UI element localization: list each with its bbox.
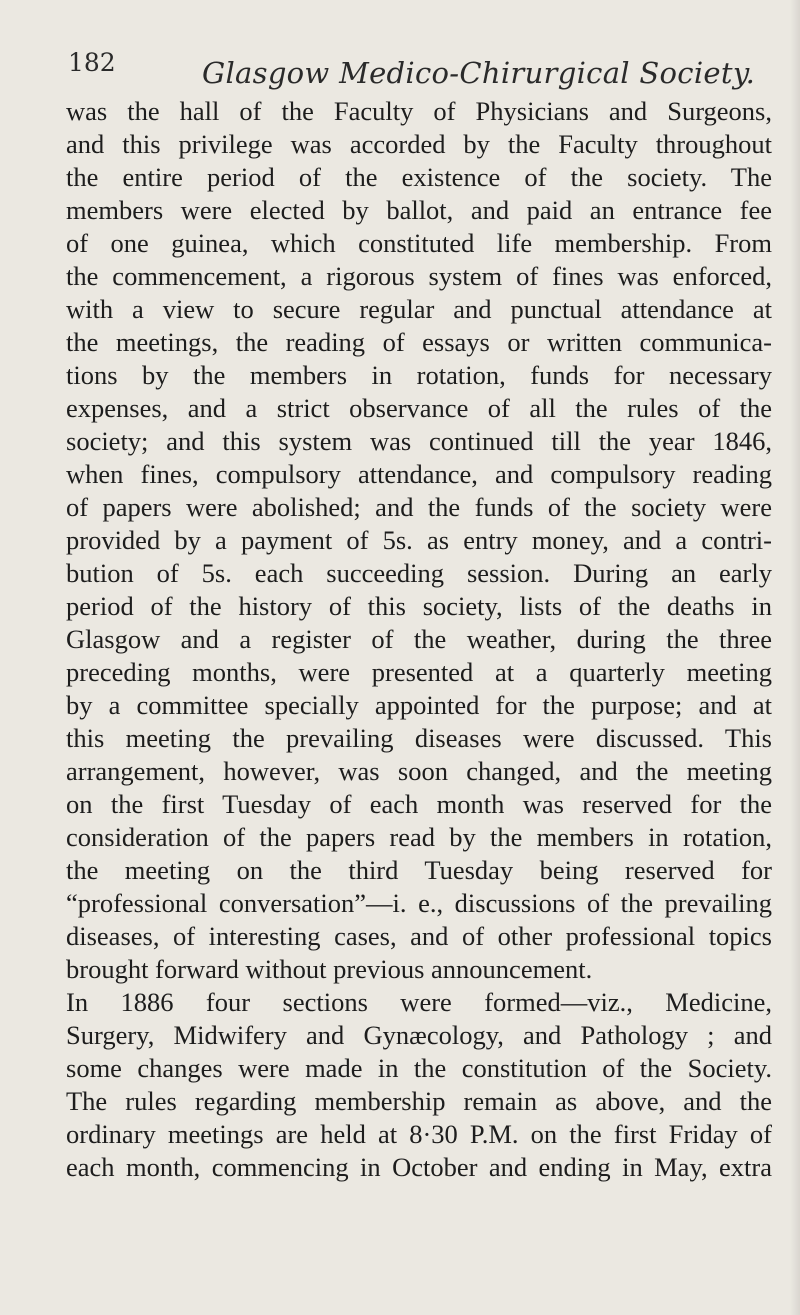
text-line: Surgery, Midwifery and Gynæcology, and Pathology ; and: [66, 1020, 772, 1050]
text-line: the entire period of the existence of the society. The: [66, 162, 772, 192]
text-line: ordinary meetings are held at 8·30 P.M. on the first Friday of: [66, 1119, 772, 1149]
text-line: arrangement, however, was soon changed, and the meeting: [66, 756, 772, 786]
text-line: each month, commencing in October and ending in May, extra: [66, 1152, 772, 1182]
text-line: expenses, and a strict observance of all the rules of the: [66, 393, 772, 423]
text-line: diseases, of interesting cases, and of other professional topics: [66, 921, 772, 951]
text-line: some changes were made in the constitution of the Society.: [66, 1053, 772, 1083]
text-line: the meetings, the reading of essays or written communica-: [66, 327, 772, 357]
page-number: 182: [68, 48, 116, 77]
text-line: and this privilege was accorded by the Faculty throughout: [66, 129, 772, 159]
text-line: period of the history of this society, lists of the deaths in: [66, 591, 772, 621]
text-line: bution of 5s. each succeeding session. During an early: [66, 558, 772, 588]
text-line: of one guinea, which constituted life membership. From: [66, 228, 772, 258]
text-line: In 1886 four sections were formed—viz., Medicine,: [66, 987, 772, 1017]
text-line: The rules regarding membership remain as above, and the: [66, 1086, 772, 1116]
text-line: this meeting the prevailing diseases were discussed. This: [66, 723, 772, 753]
text-line: when fines, compulsory attendance, and compulsory reading: [66, 459, 772, 489]
text-line: with a view to secure regular and punctual attendance at: [66, 294, 772, 324]
text-line: society; and this system was continued till the year 1846,: [66, 426, 772, 456]
text-line: by a committee specially appointed for the purpose; and at: [66, 690, 772, 720]
text-line: on the first Tuesday of each month was reserved for the: [66, 789, 772, 819]
text-line: tions by the members in rotation, funds for necessary: [66, 360, 772, 390]
text-line: members were elected by ballot, and paid an entrance fee: [66, 195, 772, 225]
text-line: brought forward without previous announcement.: [66, 954, 593, 984]
text-line: the meeting on the third Tuesday being reserved for: [66, 855, 772, 885]
text-line: preceding months, were presented at a quarterly meeting: [66, 657, 772, 687]
text-line: provided by a payment of 5s. as entry money, and a contri-: [66, 525, 772, 555]
text-line: Glasgow and a register of the weather, during the three: [66, 624, 772, 654]
page-edge-shadow: [790, 0, 800, 1315]
body-text: [66, 95, 772, 1184]
text-line: consideration of the papers read by the members in rotation,: [66, 822, 772, 852]
text-line: was the hall of the Faculty of Physicians and Surgeons,: [66, 96, 772, 126]
text-line: the commencement, a rigorous system of fines was enforced,: [66, 261, 772, 291]
text-line: “professional conversation”—i. e., discussions of the prevailing: [66, 888, 772, 918]
running-head-title: Glasgow Medico-Chirurgical Society.: [202, 56, 756, 90]
text-line: of papers were abolished; and the funds of the society were: [66, 492, 772, 522]
